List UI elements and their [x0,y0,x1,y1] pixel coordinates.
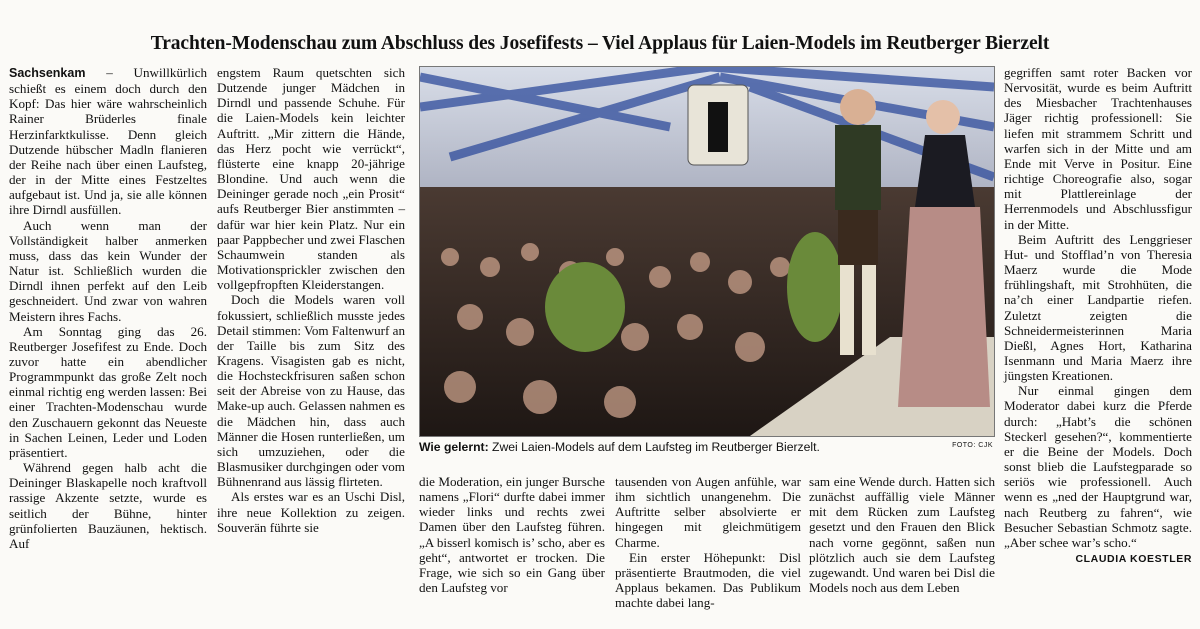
paragraph: Doch die Models waren voll fokussiert, schließlich musste jedes Detail stimmen: Vom Faltenwurf an der Taille bis zum Sitz des Kragens. Visagisten gab es nicht, die Hochsteckfrisuren saßen schon seit der Abreise von zu Hause, das Make-up auch. Gelassen nahmen es die Mädchen hin, dass auch Männer die Hosen runterließen, um sich umzuziehen, oder die Blasmusiker durchgingen oder vom Bühnenrand aus lässig flirteten. [217,292,405,490]
column-3 [419,474,605,595]
fashion-show-photo [420,67,994,436]
paragraph: die Moderation, ein junger Bursche namens „Flori“ durfte dabei immer wieder links und rechts zwei Damen über den Laufsteg führen. „A bisserl komisch is’ scho, aber es geht“, antwortet er trocken. Die Frage, wie sich so ein Gang über den Laufsteg vor [419,474,605,596]
paragraph: Am Sonntag ging das 26. Reutberger Josefifest zu Ende. Doch zuvor hatte ein abendlicher Programmpunkt das große Zelt noch einmal richtig eng werden lassen: Bei einer Trachten-Modenschau wurde den Zuschauern gekonnt das Neueste in Sachen Leinen, Leder und Loden präsentiert. [9,323,207,460]
photo-caption [419,440,993,454]
paragraph: gegriffen samt roter Backen vor Nervosität, wurde es beim Auftritt des Miesbacher Trachtenhauses Jäger richtig professionell: Sie liefen mit strammem Schritt und warfen sich in der Mitte und am Ende mit Verve in Positur. Eine richtige Choreografie also, sogar mit Plattlereinlage der Herrenmodels und Abschlussfigur in der Mitte. [1004,65,1192,232]
dateline: Sachsenkam [9,66,86,80]
caption-text: Zwei Laien-Models auf dem Laufsteg im Reutberger Bierzelt. [488,440,820,454]
column-6 [1004,65,1192,567]
column-1 [9,65,207,551]
paragraph: Nur einmal gingen dem Moderator dabei kurz die Pferde durch: „Habt’s die schönen Steckerl gesehen?“, kommentierte er die Beine der Models. Doch sonst blieb die Laufstegparade so seriös wie professionell. Auch wenn es „ned der Hauptgrund war, nach Reutberg zu fahren“, wie Besucher Sebastian Schmotz sagte. „Aber schee war’s scho.“ [1004,383,1192,550]
column-2 [217,65,405,535]
paragraph: Ein erster Höhepunkt: Disl präsentierte Brautmoden, die viel Applaus bekamen. Das Publikum machte dabei lang- [615,549,801,611]
paragraph: Auch wenn man der Vollständigkeit halber anmerken muss, dass das kein Wunder der Natur ist. Schließlich wurden die Dirndl ihnen perfekt auf den Leib geschneidert. Und zwar von wahren Meistern ihres Fachs. [9,217,207,324]
article-photo [419,66,995,437]
caption-lead: Wie gelernt: [419,440,489,454]
paragraph: – Unwillkürlich schießt es einem doch durch den Kopf: Das hier wäre wahrscheinlich Rainer Brüderles finale Herzinfarktkulisse. Denn gleich Dutzende hübscher Madln flanieren der Reihe nach über einen Laufsteg, der in der Mitte eines Festzeltes aufgebaut ist. Und ja, sie alle können ihre Dirndl ausfüllen. [9,65,207,218]
headline: Trachten-Modenschau zum Abschluss des Josefifests – Viel Applaus für Laien-Models im Reutberger Bierzelt [150,33,1050,54]
paragraph: sam eine Wende durch. Hatten sich zunächst auffällig viele Männer mit dem Rücken zum Laufsteg gesetzt und den Frauen den Blick nach vorne gegönnt, saßen nun plötzlich auch sie dem Laufsteg zugewandt. Und waren bei Disl die Models noch aus dem Leben [809,474,995,596]
column-5 [809,474,995,595]
paragraph: engstem Raum quetschten sich Dutzende junger Mädchen in Dirndl und passende Schuhe. Für die Laien-Models kein leichter Auftritt. „Mir zittern die Hände, das Herz pocht wie verrückt“, flüsterte eine knapp 20-jährige Blondine. Und auch wenn die Deininger gerade noch „ein Prosit“ aufs Reutberger Bier anstimmten – dafür war hier kein Platz. Nur ein paar Pappbecher und zwei Flaschen Schaumwein standen als Motivationsprickler zwischen den vollgepfropften Kleiderstangen. [217,65,405,293]
column-4 [615,474,801,610]
author-byline: CLAUDIA KOESTLER [1075,553,1192,565]
paragraph: Beim Auftritt des Lenggrieser Hut- und Stofflad’n von Theresia Maerz wurde die Mode frühlingshaft, mit Strohhüten, die na’ch einer Landpartie riefen. Zuletzt zeigten die Schneidermeisterinnen Maria Dießl, Agnes Hort, Katharina Isenmann und Maria Maerz ihre jüngsten Kreationen. [1004,231,1192,384]
paragraph: Als erstes war es an Uschi Disl, ihre neue Kollektion zu zeigen. Souverän führte sie [217,489,405,535]
paragraph: tausenden von Augen anfühle, war ihm sichtlich unangenehm. Die Auftritte selber absolvierte er hingegen mit gleichmütigem Charme. [615,474,801,550]
photo-credit: FOTO: CJK [952,442,993,449]
paragraph: Während gegen halb acht die Deininger Blaskapelle noch kraftvoll rassige Akzente setzte, wurde es seitlich der Bühne, hinter grünfolierten Bauzäunen, hektisch. Auf [9,460,207,551]
